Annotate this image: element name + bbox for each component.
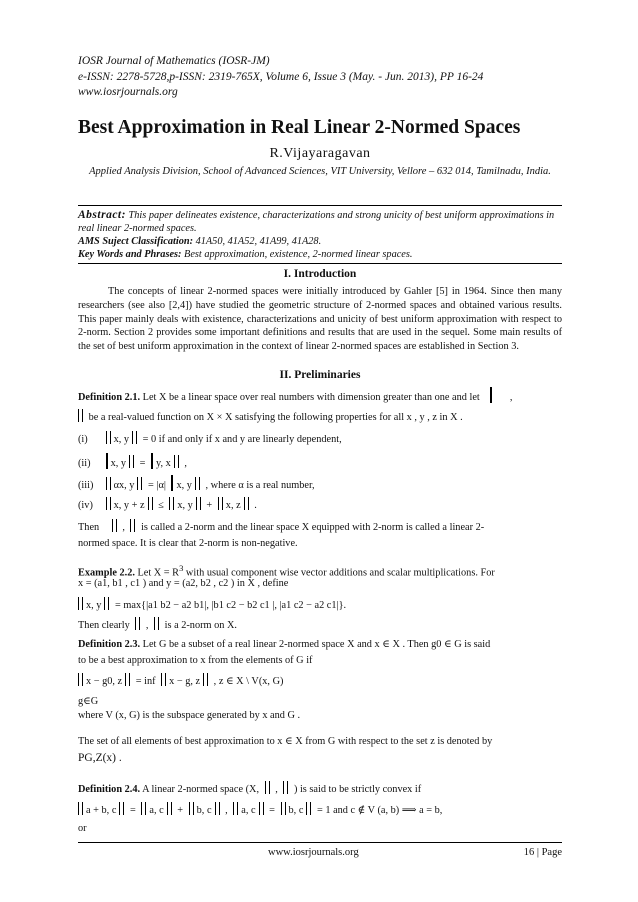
norm-bar: [106, 453, 108, 469]
formula-text: , z ∈ X \ V(x, G): [213, 676, 284, 687]
item-text: = 0 if and only if x and y are linearly dependent,: [142, 434, 342, 445]
norm-bar: [148, 497, 153, 510]
item-text: =: [139, 458, 146, 469]
norm-bar: [137, 477, 142, 490]
footer-website: www.iosrjournals.org: [268, 847, 359, 858]
norm-bar: [169, 497, 174, 510]
ex22-text: Let X = R: [137, 567, 180, 579]
ex22-line2: x = (a1, b1 , c1 ) and y = (a2, b2 , c2 ) in X , define: [78, 578, 289, 589]
formula-text: = inf: [135, 676, 156, 687]
norm-bar: [189, 802, 194, 815]
norm-arg: x, y: [177, 500, 193, 511]
item-text: +: [206, 500, 213, 511]
norm-bar: [125, 673, 130, 686]
def23-formula: [78, 673, 562, 689]
def21-then: [78, 519, 562, 535]
norm-bar: [135, 617, 140, 630]
ams-classification: [78, 235, 562, 248]
norm-bar: [233, 802, 238, 815]
def21-text2: be a real-valued function on X × X satisfying the following properties for all x , y , z in X .: [88, 412, 463, 423]
page-footer: [78, 842, 562, 863]
norm-arg: y, x: [156, 458, 171, 469]
item-number: (ii): [78, 458, 91, 469]
norm-bar: [130, 519, 135, 532]
intro-text: The concepts of linear 2-normed spaces were initially introduced by Gahler [5] in 1964. Since then many researchers (see also [2,4]) have studied the geometric structure of 2-normed spaces and obtained various results. This paper mainly deals with existence, characterizations and unicity of best uniform approximation with respect to 2-norm. Section 2 provides some important definitions and results that are used in the sequel. Some main results of the set of best uniform approximation in the context of linear 2-normed spaces are established in Section 3.: [78, 286, 562, 353]
formula-text: =: [269, 805, 275, 816]
norm-arg: a, c: [241, 805, 256, 816]
keywords-label: Key Words and Phrases:: [78, 249, 182, 260]
footer-page-number: 16 | Page: [523, 847, 562, 858]
item-text: ,: [184, 458, 187, 469]
def24-text: ) is said to be strictly convex if: [293, 784, 422, 795]
norm-bar: [106, 431, 111, 444]
journal-issn: e-ISSN: 2278-5728,p-ISSN: 2319-765X, Volume 6, Issue 3 (May. - Jun. 2013), PP 16-24: [78, 70, 484, 83]
def23-set-line1: The set of all elements of best approximation to x ∈ X from G with respect to the set z is denoted by: [78, 736, 493, 747]
ex22-text: with usual component wise vector additions and scalar multiplications. For: [183, 567, 495, 579]
def24-formula: [78, 802, 562, 818]
norm-arg: αx, y: [113, 480, 135, 491]
def21-then-line2: normed space. It is clear that 2-norm is non-negative.: [78, 538, 298, 549]
norm-arg: a + b, c: [86, 805, 117, 816]
formula-text: =: [129, 805, 136, 816]
def24-label: Definition 2.4.: [78, 784, 141, 795]
abstract: [78, 209, 562, 235]
def21-item: [78, 453, 562, 471]
def21-item: [78, 475, 562, 493]
norm-arg: b, c: [196, 805, 212, 816]
def24-line1: [78, 781, 562, 797]
norm-arg: x, y: [113, 434, 130, 445]
norm-bar: [78, 802, 83, 815]
def23-where: where V (x, G) is the subspace generated by x and G .: [78, 710, 301, 721]
def23-text: Let G be a subset of a real linear 2-normed space X and x ∈ X . Then g0 ∈ G is said: [142, 639, 491, 650]
norm-arg: x, y: [86, 600, 102, 611]
norm-bar: [490, 387, 492, 403]
formula-text: +: [177, 805, 184, 816]
def23-sub: g∈G: [78, 696, 99, 707]
norm-bar: [215, 802, 220, 815]
def21-item: [78, 431, 562, 447]
def24-or: or: [78, 823, 87, 834]
ex22-formula: [78, 597, 562, 613]
norm-arg: x − g0, z: [86, 676, 123, 687]
norm-bar: [218, 497, 223, 510]
journal-header: [78, 54, 562, 101]
norm-arg: x, y: [110, 458, 127, 469]
journal-website: www.iosrjournals.org: [78, 86, 178, 98]
def21-label: Definition 2.1.: [78, 392, 141, 403]
then-text: is called a 2-norm and the linear space X equipped with 2-norm is called a linear 2-: [141, 522, 485, 533]
norm-bar: [119, 802, 124, 815]
norm-bar: [244, 497, 249, 510]
norm-bar: [167, 802, 172, 815]
norm-bar: [151, 453, 153, 469]
keywords-text: Best approximation, existence, 2-normed linear spaces.: [184, 249, 413, 260]
norm-arg: a, c: [149, 805, 164, 816]
then-text: Then clearly: [78, 620, 130, 631]
then-comma: ,: [145, 620, 149, 631]
then-comma: ,: [122, 522, 125, 533]
norm-bar: [161, 673, 166, 686]
def21-item: [78, 497, 562, 513]
norm-arg: x, z: [225, 500, 241, 511]
norm-bar: [196, 497, 201, 510]
norm-bar: [174, 455, 179, 468]
norm-bar: [154, 617, 159, 630]
def23-set-line2: PG,Z(x) .: [78, 751, 122, 764]
norm-bar: [78, 409, 83, 422]
then-text: is a 2-norm on X.: [164, 620, 237, 631]
formula-text: = max{|a1 b2 − a2 b1|, |b1 c2 − b2 c1 |, |a1 c2 − a2 c1|}.: [115, 600, 347, 611]
norm-arg: x, y: [176, 480, 192, 491]
norm-bar: [106, 477, 111, 490]
prelim-heading: II. Preliminaries: [279, 369, 361, 381]
item-number: (iii): [78, 480, 94, 491]
norm-bar: [141, 802, 146, 815]
norm-bar: [78, 673, 83, 686]
norm-bar: [112, 519, 117, 532]
norm-bar: [132, 431, 137, 444]
norm-bar: [283, 781, 288, 794]
def23-set: [78, 735, 562, 766]
def21-line1: [78, 387, 562, 405]
item-text: = |α|: [148, 480, 166, 491]
norm-bar: [129, 455, 134, 468]
def23-line2: to be a best approximation to x from the elements of G if: [78, 655, 313, 666]
intro-heading: I. Introduction: [283, 268, 357, 280]
norm-arg: b, c: [288, 805, 304, 816]
def21-text1-end: ,: [509, 392, 513, 403]
norm-bar: [265, 781, 270, 794]
norm-bar: [281, 802, 286, 815]
formula-text: ,: [225, 805, 228, 816]
then-text: Then: [78, 522, 100, 533]
item-number: (iv): [78, 500, 93, 511]
ex22-label: Example 2.2.: [78, 567, 135, 579]
norm-bar: [106, 497, 111, 510]
norm-bar: [171, 475, 173, 491]
journal-name: IOSR Journal of Mathematics (IOSR-JM): [78, 55, 270, 67]
def24-text: ,: [275, 784, 278, 795]
paper-title: Best Approximation in Real Linear 2-Normed Spaces: [78, 117, 521, 138]
author-affiliation: Applied Analysis Division, School of Advanced Sciences, VIT University, Vellore – 632 014, Tamilnadu, India.: [89, 166, 551, 177]
abstract-label: Abstract:: [78, 209, 126, 221]
formula-text: = 1 and c ∉ V (a, b) ⟹ a = b,: [316, 805, 443, 816]
norm-bar: [259, 802, 264, 815]
norm-bar: [104, 597, 109, 610]
item-text: ≤: [158, 500, 164, 511]
norm-bar: [203, 673, 208, 686]
norm-bar: [78, 597, 83, 610]
norm-bar: [306, 802, 311, 815]
ams-label: AMS Suject Classification:: [78, 236, 194, 247]
norm-arg: x − g, z: [169, 676, 201, 687]
item-text: .: [254, 500, 257, 511]
ams-text: 41A50, 41A52, 41A99, 41A28.: [195, 236, 322, 247]
abstract-text: This paper delineates existence, characterizations and strong unicity of best uniform approximations in real linear 2-normed spaces.: [78, 210, 555, 234]
item-number: (i): [78, 434, 88, 445]
ex22-then: [78, 617, 562, 633]
norm-arg: x, y + z: [113, 500, 145, 511]
def21-line2: [78, 409, 562, 425]
item-text: , where α is a real number,: [205, 480, 315, 491]
def21-text1: Let X be a linear space over real numbers with dimension greater than one and let: [142, 392, 480, 403]
author-name: R.Vijayaragavan: [269, 146, 371, 161]
abstract-box: [78, 205, 562, 264]
def23-line1: [78, 638, 562, 652]
def24-text: A linear 2-normed space (X,: [142, 784, 260, 795]
keywords: [78, 248, 562, 261]
norm-bar: [195, 477, 200, 490]
def23-label: Definition 2.3.: [78, 639, 141, 650]
ex22-sup: 3: [179, 563, 184, 573]
